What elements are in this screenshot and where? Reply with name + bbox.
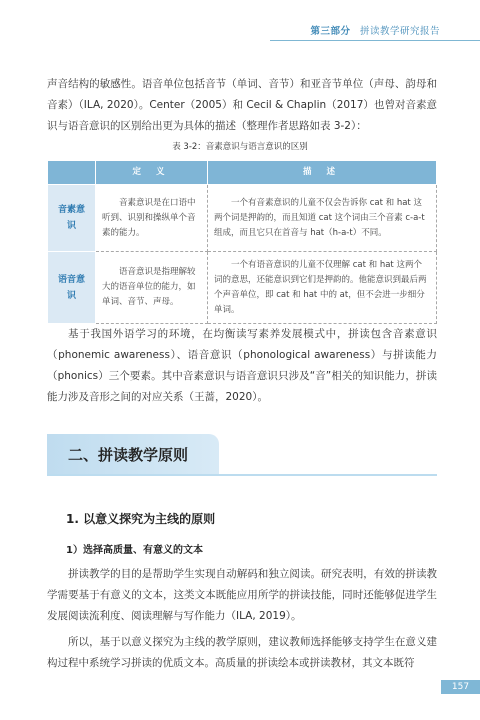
table-header-definition: 定 义 [96, 161, 208, 185]
row-label-phonemic: 音素意识 [48, 185, 96, 252]
paragraph-purpose: 拼读教学的目的是帮助学生实现自动解码和独立阅读。研究表明，有效的拼读教学需要基于有意义的文本，这类文本既能应用所学的拼读技能，同时还能够促进学生发展阅读流利度、阅读理解与写作能力（ILA, 2019）。 [47, 568, 437, 622]
cell-description: 一个有语音意识的儿童不仅理解 cat 和 hat 这两个词的意思，还能意识到它们是押韵的。他能意识到最后两个声音单位，即 cat 和 hat 中的 at，但不会进一步细分单词。 [208, 252, 437, 324]
table-caption: 表 3-2：音素意识与语言意识的区别 [172, 142, 308, 152]
subheading: 1. 以意义探究为主线的原则 [66, 512, 216, 526]
cell-definition: 语音意识是指理解较大的语音单位的能力，如单词、音节、声母。 [96, 252, 208, 324]
running-header [0, 0, 480, 48]
comparison-table [47, 160, 437, 324]
section-title: 二、拼读教学原则 [68, 446, 189, 464]
table-row [48, 185, 437, 252]
subsubheading: 1）选择高质量、有意义的文本 [66, 545, 203, 556]
paragraph-intro: 声音结构的敏感性。语音单位包括音节（单词、音节）和亚音节单位（声母、韵母和音素）（ILA, 2020）。Center（2005）和 Cecil & Chaplin（2017）也曾对音素意识与语音意识的区别给出更为具体的描述（整理作者思路如表 3-2）： [47, 78, 437, 132]
section-heading-rule [47, 474, 437, 476]
cell-description: 一个有音素意识的儿童不仅会告诉你 cat 和 hat 这两个词是押韵的，而且知道 cat 这个词由三个音素 c-a-t 组成，而且它只在首音与 hat（h-a-t）不同。 [208, 185, 437, 252]
cell-definition: 音素意识是在口语中听到、识别和操纵单个音素的能力。 [96, 185, 208, 252]
table-header-description: 描 述 [208, 161, 437, 185]
table-header-row [48, 161, 437, 185]
header-part: 第三部分 [310, 26, 351, 37]
header-text [310, 23, 440, 37]
table-header-blank [48, 161, 96, 185]
header-rule [270, 40, 480, 41]
paragraph-elements: 基于我国外语学习的环境，在均衡读写素养发展模式中，拼读包含音素意识（phonemic awareness）、语音意识（phonological awareness）与拼读能力（phonics）三个要素。其中音素意识与语音意识只涉及“音”相关的知识能力，拼读能力涉及音形之间的对应关系（王蔷，2020）。 [47, 328, 437, 403]
paragraph-recommendation: 所以，基于以意义探究为主线的教学原则，建议教师选择能够支持学生在意义建构过程中系统学习拼读的优质文本。高质量的拼读绘本或拼读教材，其文本既符 [47, 636, 437, 669]
header-title: 拼读教学研究报告 [359, 26, 440, 37]
page-number: 157 [441, 680, 480, 694]
table-row [48, 252, 437, 324]
row-label-phonological: 语音意识 [48, 252, 96, 324]
